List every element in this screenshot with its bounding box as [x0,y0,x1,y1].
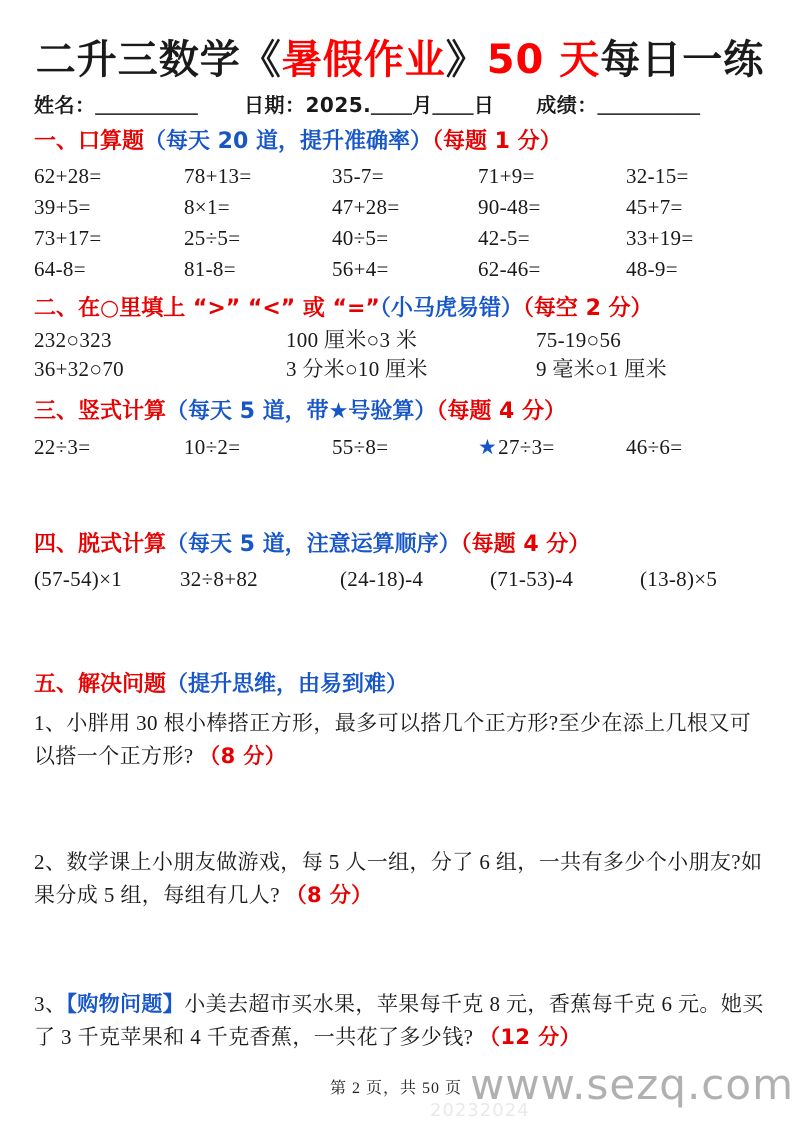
problem-item: (71-53)-4 [490,567,574,591]
month-label: 月 [412,93,433,117]
section-4-title: 四、脱式计算 [34,531,167,557]
title-part-black-2: 》 [445,37,487,83]
word-problem-2 [34,846,766,912]
problem-3-text: 小美去超市买水果，苹果每千克 8 元，香蕉每千克 6 元。她买了 3 千克苹果和 4 千克香蕉，一共花了多少钱? [34,991,764,1049]
problem-item: 73+17= [34,225,102,250]
problem-item: 32÷8+82 [180,567,258,591]
problem-2-number: 2、 [34,849,67,874]
problem-item: 45+7= [626,194,683,219]
section-4-problem-grid [34,564,766,595]
problem-3-score: （12 分） [478,1024,581,1049]
problem-item: 35-7= [332,163,384,188]
date-label: 日期：2025. [244,93,372,117]
name-label: 姓名： [34,93,96,117]
problem-item: 56+4= [332,256,389,281]
site-watermark: www.sezq.com [469,1060,794,1109]
problem-item: 25÷5= [184,225,241,250]
problem-item: 32-15= [626,163,689,188]
problem-item: 64-8= [34,256,86,281]
problem-3-topic-tag: 【购物问题】 [66,991,185,1016]
title-part-red-1: 暑假作业 [281,37,446,83]
section-4-heading [34,531,766,559]
problem-3-number: 3、 [34,991,67,1016]
problem-item: 48-9= [626,256,678,281]
problem-item: 8×1= [184,194,230,219]
title-part-black-3: 每日一练 [600,37,765,83]
problem-1-number: 1、 [34,710,67,735]
problem-item: 75-19○56 [536,328,622,352]
title-part-red-2: 50 天 [486,37,601,83]
score-blank: ＿＿＿＿＿ [597,93,701,117]
section-5-heading [34,671,766,699]
section-3-heading [34,398,766,426]
section-2-score: （每空 2 分） [522,295,653,321]
student-info-line [34,89,766,118]
section-5-title: 五、解决问题 [34,672,167,697]
problem-item: 232○323 [34,328,112,352]
section-1-note: （每天 20 道，提升准确率） [144,129,432,154]
faint-watermark: 20232024 [430,1100,530,1121]
section-4-note: （每天 5 道，注意运算顺序） [166,531,461,557]
word-problem-3 [34,988,766,1054]
problem-item: 81-8= [184,256,236,281]
word-problem-1 [34,707,766,773]
section-3-note: （每天 5 道，带★号验算） [166,399,437,424]
problem-item: (13-8)×5 [640,567,718,591]
score-label: 成绩： [536,93,598,117]
section-2-heading [34,295,766,323]
problem-item: 42-5= [478,225,530,250]
problem-item: 62+28= [34,163,102,188]
problem-1-score: （8 分） [199,743,287,768]
star-icon: ★ [478,434,498,459]
page-title [34,36,766,84]
section-1-score: （每题 1 分） [431,129,562,154]
name-blank: ＿＿＿＿＿ [95,93,198,117]
problem-item: 55÷8= [332,434,389,459]
section-2-note: （小马虎易错） [379,295,523,321]
problem-item: 62-46= [478,256,541,281]
problem-2-score: （8 分） [285,882,373,907]
section-1-title: 一、口算题 [34,129,145,154]
section-2-title: 二、在○里填上 “>” “<” 或 “=” [34,295,380,321]
section-1-heading [34,128,766,156]
day-blank: ＿＿ [432,93,474,117]
problem-item: 78+13= [184,163,252,188]
section-3-score: （每题 4 分） [436,399,567,424]
day-label: 日 [473,93,495,117]
problem-item: 71+9= [478,163,535,188]
problem-item: 39+5= [34,194,91,219]
section-2-problem-grid [34,326,766,384]
month-blank: ＿＿ [371,93,413,117]
problem-item: 22÷3= [34,434,91,459]
problem-item: 40÷5= [332,225,389,250]
problem-1-text: 小胖用 30 根小棒搭正方形，最多可以搭几个正方形?至少在添上几根又可以搭一个正方形? [34,710,752,768]
problem-item: 3 分米○10 厘米 [286,357,428,381]
section-3-title: 三、竖式计算 [34,399,167,424]
problem-item: 90-48= [478,194,541,219]
problem-item: ★27÷3= [478,434,555,459]
problem-item: (57-54)×1 [34,567,123,591]
section-4-score: （每题 4 分） [460,531,591,557]
problem-item: 9 毫米○1 厘米 [536,357,667,381]
title-part-black-1: 二升三数学《 [35,37,282,83]
problem-2-text: 数学课上小朋友做游戏，每 5 人一组，分了 6 组，一共有多少个小朋友?如果分成 5 组，每组有几人? [34,849,763,907]
problem-item: 36+32○70 [34,357,124,381]
section-3-problem-grid [34,432,766,463]
problem-item: 47+28= [332,194,400,219]
problem-item: 46÷6= [626,434,683,459]
page-number: 第 2 页，共 50 页 [330,1080,463,1097]
section-1-problem-grid [34,161,766,285]
problem-item: (24-18)-4 [340,567,424,591]
problem-item: 100 厘米○3 米 [286,328,418,352]
problem-item: 33+19= [626,225,694,250]
problem-item: 10÷2= [184,434,241,459]
section-5-note: （提升思维，由易到难） [166,672,409,697]
